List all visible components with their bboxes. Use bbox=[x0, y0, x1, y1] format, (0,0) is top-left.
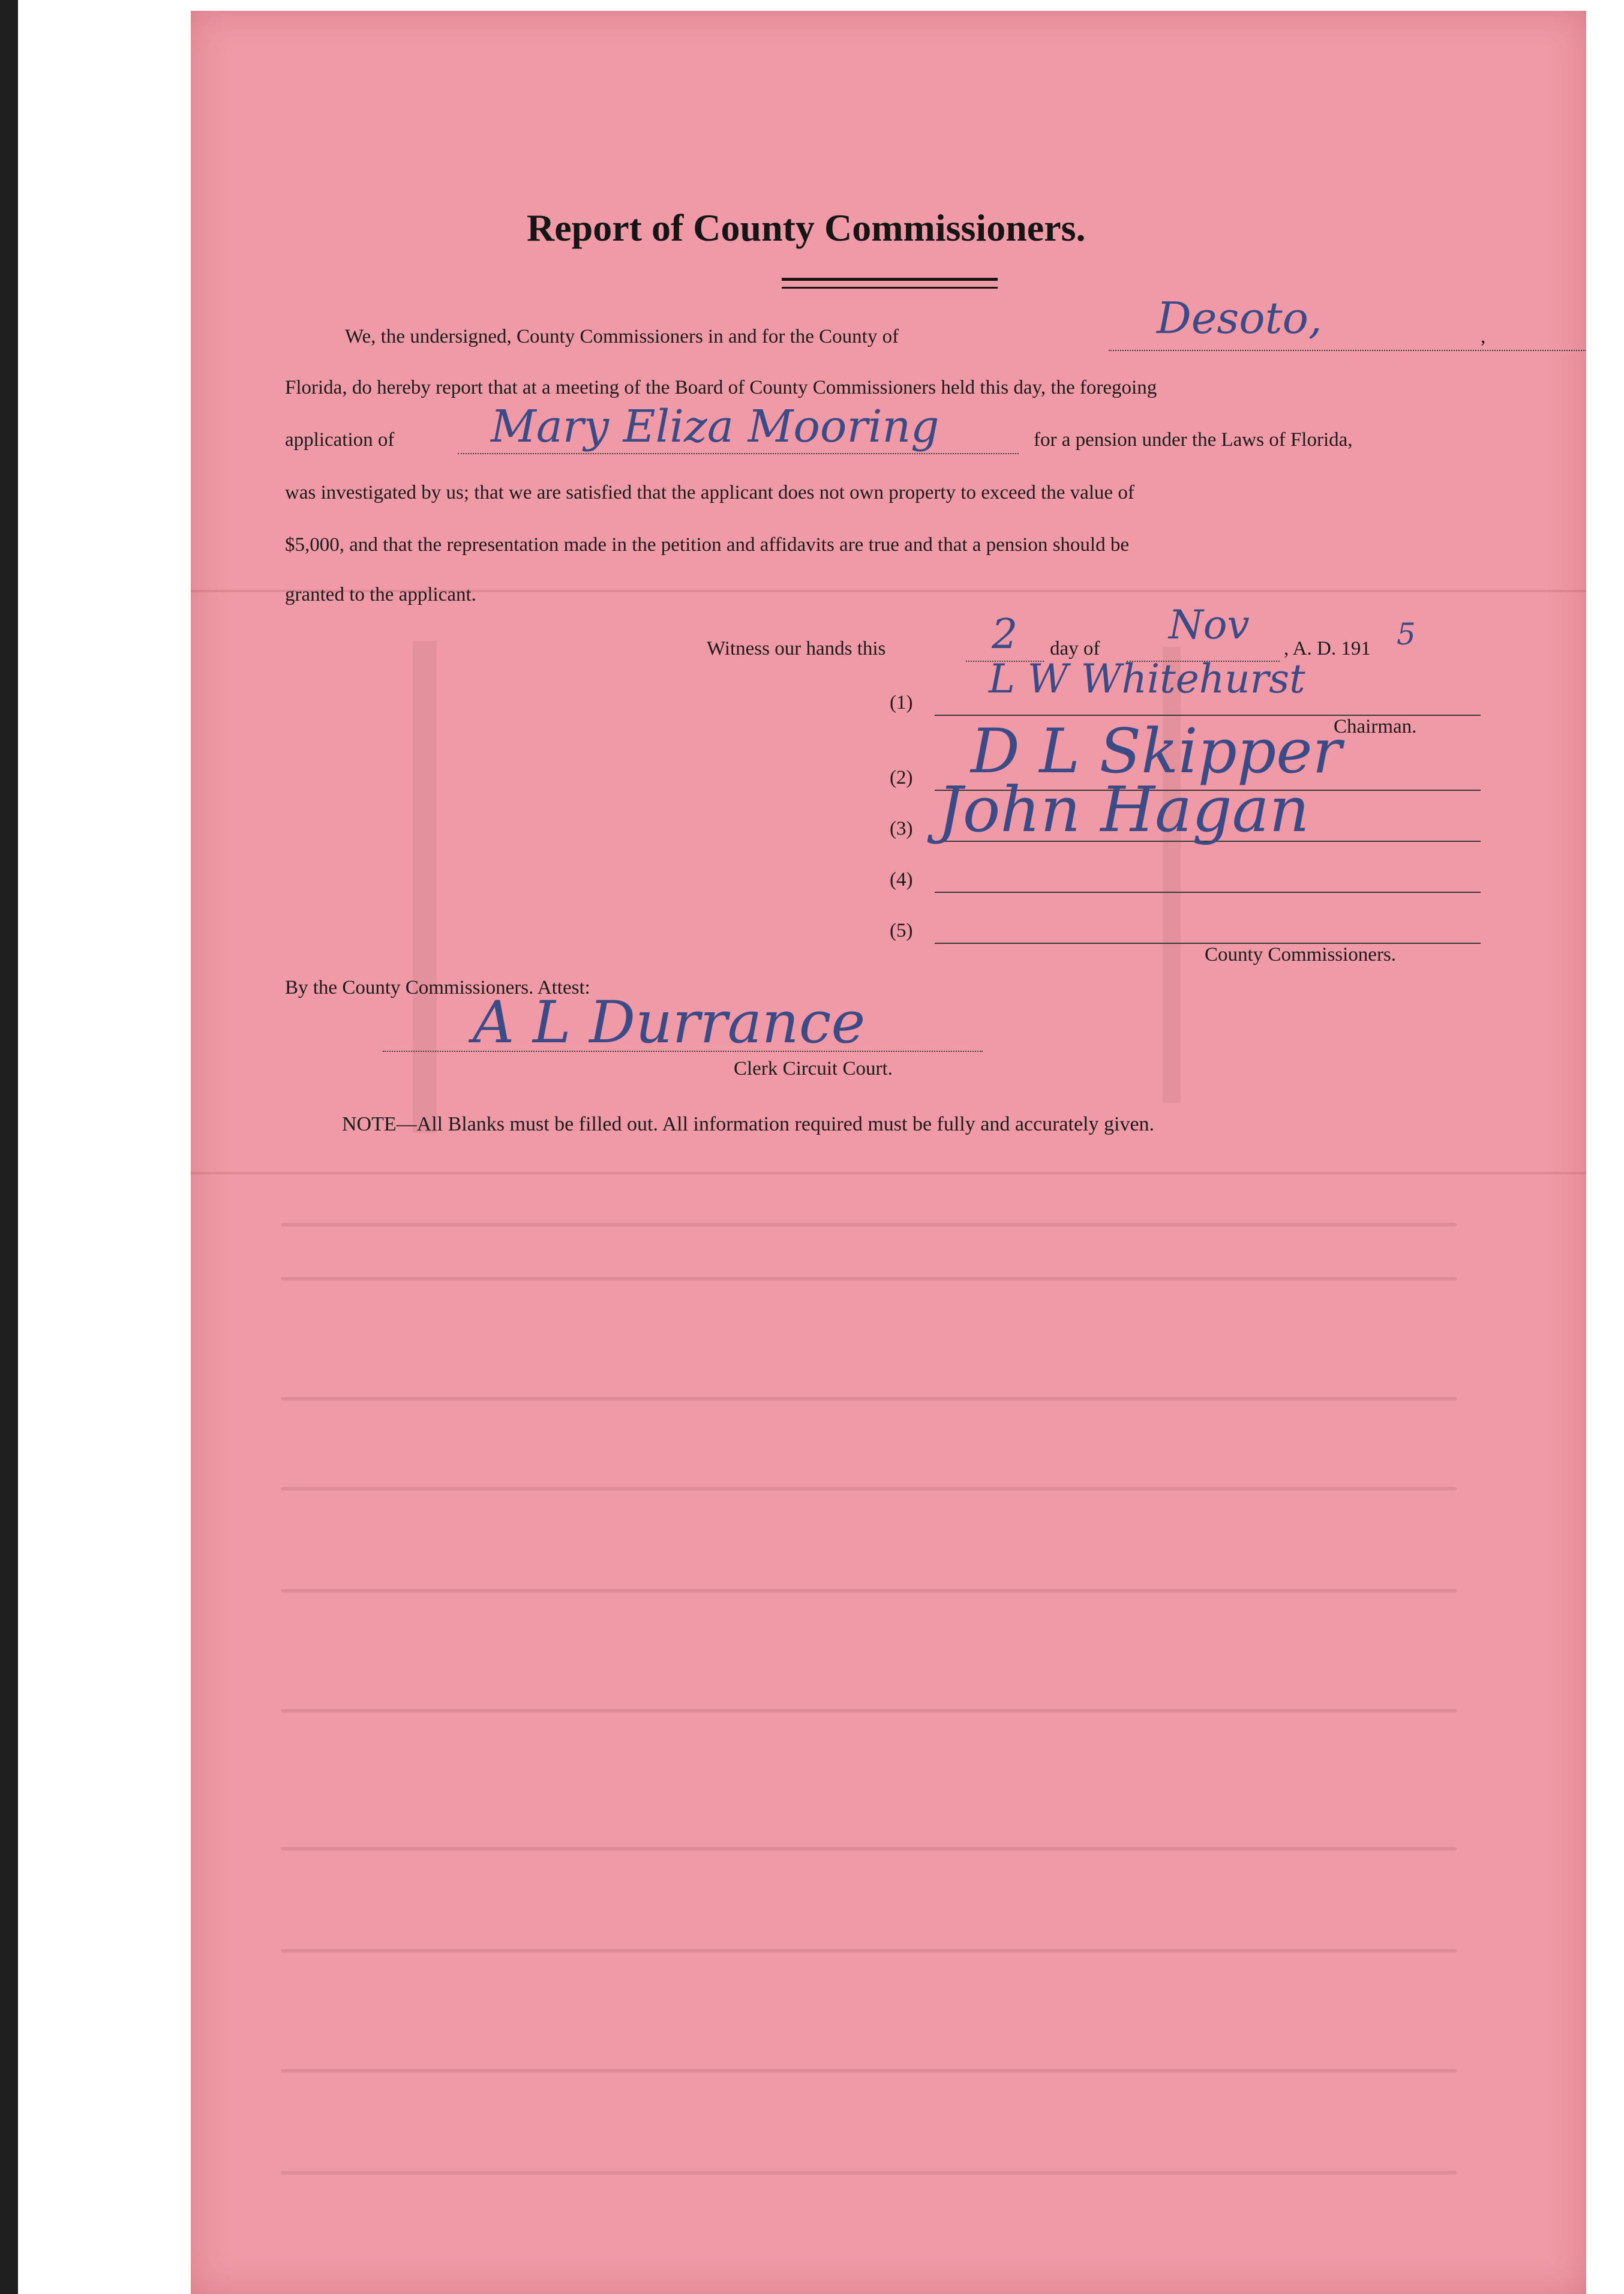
para-line-1: We, the undersigned, County Commissioners in and for the County of bbox=[345, 326, 899, 347]
document-page bbox=[191, 11, 1586, 2294]
ad-year-label: , A. D. 191 bbox=[1284, 638, 1371, 659]
county-commissioners-label: County Commissioners. bbox=[1205, 944, 1397, 965]
title-rule bbox=[782, 287, 998, 289]
clerk-signature: A L Durrance bbox=[473, 989, 866, 1056]
bleed-through-mark bbox=[281, 1847, 1457, 1851]
signature-number-2: (2) bbox=[890, 767, 913, 788]
para-line-5: $5,000, and that the representation made in the petition and affidavits are true and that a pension should be bbox=[285, 534, 1129, 556]
applicant-handwritten: Mary Eliza Mooring bbox=[491, 401, 939, 452]
day-handwritten: 2 bbox=[992, 611, 1018, 658]
bleed-through-mark bbox=[281, 2171, 1457, 2175]
bleed-through-mark bbox=[413, 641, 437, 1133]
bleed-through-mark bbox=[281, 1709, 1457, 1713]
bleed-through-mark bbox=[281, 1277, 1457, 1281]
day-of-label: day of bbox=[1050, 638, 1100, 659]
county-blank bbox=[1109, 350, 1586, 351]
clerk-label: Clerk Circuit Court. bbox=[734, 1058, 893, 1079]
signature-3: John Hagan bbox=[938, 773, 1310, 846]
bleed-through-mark bbox=[281, 2069, 1457, 2073]
bleed-through-mark bbox=[281, 1949, 1457, 1953]
para-line-3-start: application of bbox=[285, 429, 395, 451]
signature-number-5: (5) bbox=[890, 920, 913, 941]
chairman-label: Chairman. bbox=[1334, 716, 1417, 737]
signature-number-4: (4) bbox=[890, 869, 913, 890]
bleed-through-mark bbox=[281, 1223, 1457, 1227]
bleed-through-mark bbox=[281, 1397, 1457, 1401]
instruction-note: NOTE—All Blanks must be filled out. All information required must be fully and accurately given. bbox=[342, 1113, 1155, 1135]
page-title: Report of County Commissioners. bbox=[527, 206, 1086, 249]
para-line-1-end: , bbox=[1481, 326, 1486, 347]
applicant-blank bbox=[458, 453, 1019, 454]
month-handwritten: Nov bbox=[1169, 602, 1250, 648]
bleed-through-mark bbox=[281, 1487, 1457, 1491]
county-handwritten: Desoto, bbox=[1157, 293, 1322, 343]
bleed-through-mark bbox=[281, 1589, 1457, 1593]
paper-fold bbox=[191, 1172, 1586, 1174]
signature-number-3: (3) bbox=[890, 818, 913, 839]
signature-number-1: (1) bbox=[890, 692, 913, 713]
signature-2: D L Skipper bbox=[971, 716, 1342, 787]
signature-line-4 bbox=[935, 892, 1481, 893]
title-rule bbox=[782, 278, 998, 281]
signature-1: L W Whitehurst bbox=[989, 656, 1305, 702]
para-line-6: granted to the applicant. bbox=[285, 584, 476, 605]
attest-label: By the County Commissioners. Attest: bbox=[285, 977, 590, 998]
year-digit-handwritten: 5 bbox=[1397, 617, 1416, 652]
para-line-2: Florida, do hereby report that at a meeting of the Board of County Commissioners held this day, the foregoing bbox=[285, 377, 1157, 398]
scanner-edge bbox=[0, 0, 18, 2294]
witness-label: Witness our hands this bbox=[707, 638, 886, 659]
para-line-3-end: for a pension under the Laws of Florida, bbox=[1034, 429, 1353, 451]
para-line-4: was investigated by us; that we are satisfied that the applicant does not own property to exceed the value of bbox=[285, 482, 1134, 503]
